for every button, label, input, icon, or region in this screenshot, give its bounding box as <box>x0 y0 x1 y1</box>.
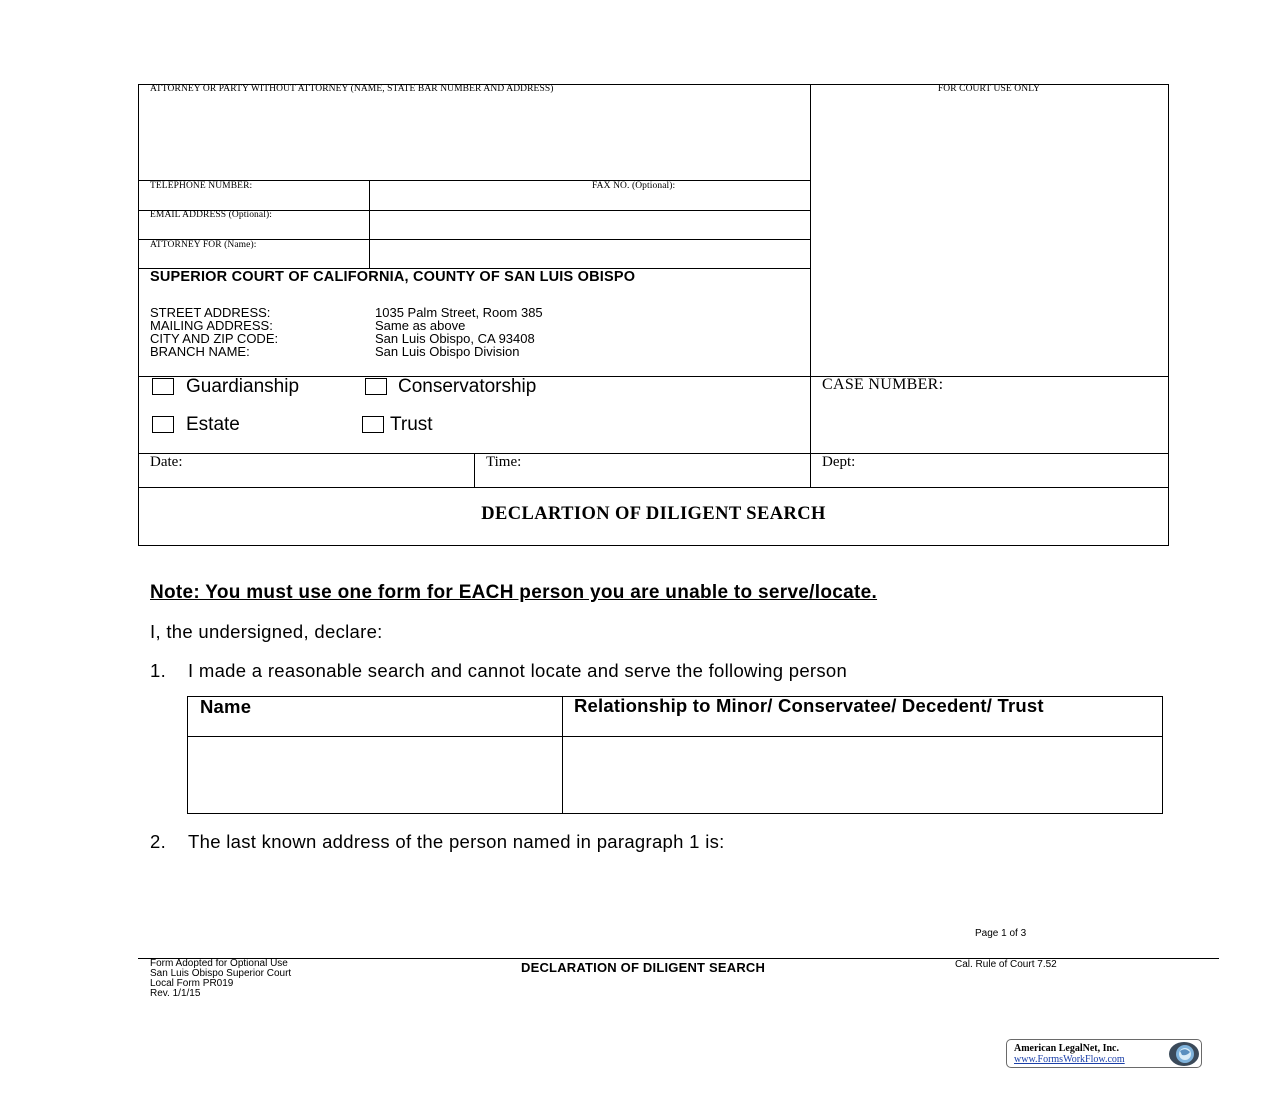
case-number-label: CASE NUMBER: <box>822 376 944 393</box>
name-cell[interactable] <box>189 738 560 812</box>
trust-label: Trust <box>390 414 433 435</box>
email-label: EMAIL ADDRESS (Optional): <box>150 210 272 220</box>
dept-label: Dept: <box>822 454 856 470</box>
conservatorship-checkbox[interactable] <box>365 378 387 395</box>
date-label: Date: <box>150 454 183 470</box>
guardianship-label: Guardianship <box>186 376 300 397</box>
trust-checkbox[interactable] <box>362 416 384 433</box>
divider <box>562 696 563 814</box>
divider <box>810 84 811 488</box>
item2-text: The last known address of the person named in paragraph 1 is: <box>188 831 725 852</box>
footer-rule-ref: Cal. Rule of Court 7.52 <box>955 959 1057 970</box>
telephone-label: TELEPHONE NUMBER: <box>150 181 253 191</box>
attorney-field[interactable] <box>140 98 808 178</box>
note-text: Note: You must use one form for EACH person you are unable to serve/locate. <box>150 582 878 603</box>
fax-field[interactable] <box>371 192 808 208</box>
branch-label: BRANCH NAME: <box>150 344 250 359</box>
footer-adopted: Form Adopted for Optional Use <box>150 958 288 969</box>
date-field[interactable] <box>195 456 470 484</box>
relationship-cell[interactable] <box>564 738 1161 812</box>
attorney-for-label: ATTORNEY FOR (Name): <box>150 240 257 250</box>
item2-number: 2. <box>150 831 167 852</box>
page-number: Page 1 of 3 <box>975 928 1027 939</box>
logo-url: www.FormsWorkFlow.com <box>1014 1054 1125 1065</box>
telephone-field[interactable] <box>140 192 367 208</box>
attorney-label: ATTORNEY OR PARTY WITHOUT ATTORNEY (NAME, STATE BAR NUMBER AND ADDRESS) <box>150 84 554 94</box>
street-value: 1035 Palm Street, Room 385 <box>375 305 543 320</box>
table-relationship-header: Relationship to Minor/ Conservatee/ Decedent/ Trust <box>574 695 1044 716</box>
divider <box>187 736 1163 737</box>
branch-value: San Luis Obispo Division <box>375 344 520 359</box>
time-field[interactable] <box>535 456 805 484</box>
court-use-area <box>812 98 1166 374</box>
estate-label: Estate <box>186 414 240 435</box>
footer-local-form: Local Form PR019 <box>150 978 234 989</box>
divider <box>474 453 475 487</box>
conservatorship-label: Conservatorship <box>398 376 537 397</box>
divider <box>369 180 370 268</box>
footer-title: DECLARATION OF DILIGENT SEARCH <box>521 960 766 975</box>
city-value: San Luis Obispo, CA 93408 <box>375 331 535 346</box>
item1-number: 1. <box>150 660 167 681</box>
table-name-header: Name <box>200 696 252 717</box>
mailing-value: Same as above <box>375 318 466 333</box>
email-field[interactable] <box>371 212 808 237</box>
estate-checkbox[interactable] <box>152 416 174 433</box>
case-number-field[interactable] <box>822 398 1162 448</box>
globe-icon <box>1167 1041 1200 1067</box>
dept-field[interactable] <box>870 456 1162 484</box>
court-title: SUPERIOR COURT OF CALIFORNIA, COUNTY OF SAN LUIS OBISPO <box>150 269 636 285</box>
declare-text: I, the undersigned, declare: <box>150 621 383 642</box>
city-label: CITY AND ZIP CODE: <box>150 331 279 346</box>
time-label: Time: <box>486 454 522 470</box>
american-legalnet-logo[interactable] <box>1006 1039 1202 1068</box>
divider <box>138 453 1169 454</box>
logo-company: American LegalNet, Inc. <box>1014 1043 1119 1054</box>
guardianship-checkbox[interactable] <box>152 378 174 395</box>
footer-court: San Luis Obispo Superior Court <box>150 968 292 979</box>
fax-label: FAX NO. (Optional): <box>592 181 676 191</box>
court-use-label: FOR COURT USE ONLY <box>937 84 1041 94</box>
attorney-for-field[interactable] <box>371 241 808 266</box>
street-label: STREET ADDRESS: <box>150 305 271 320</box>
divider <box>138 487 1169 488</box>
mailing-label: MAILING ADDRESS: <box>150 318 273 333</box>
form-title: DECLARTION OF DILIGENT SEARCH <box>481 504 826 524</box>
item1-text: I made a reasonable search and cannot locate and serve the following person <box>188 660 848 681</box>
footer-rev: Rev. 1/1/15 <box>150 988 201 999</box>
address-field[interactable] <box>188 858 1158 918</box>
